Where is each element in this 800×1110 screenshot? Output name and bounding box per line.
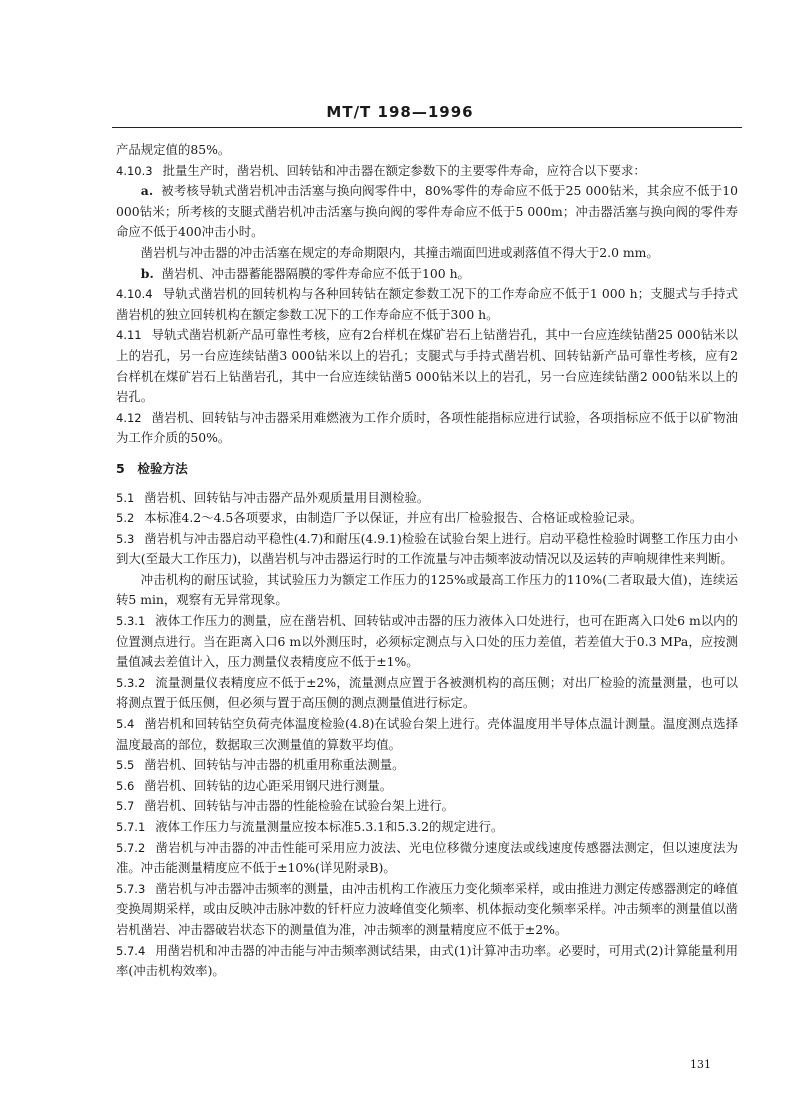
clause-5-7-3 xyxy=(116,879,738,941)
clause-text: 本标准4.2～4.5各项要求，由制造厂予以保证，并应有出厂检验报告、合格证或检验记录。 xyxy=(144,510,643,526)
item-text: 被考核导轨式凿岩机冲击活塞与换向阀零件中，80%零件的寿命应不低于25 000钻米，其余应不低于10 000钻米；所考核的支腿式凿岩机冲击活塞与换向阀的零件寿命应不低于5 000m；冲击器活塞与换向阀的零件寿命应不低于400冲击小时。 xyxy=(116,183,738,240)
clause-4-10-3 xyxy=(116,161,738,182)
clause-text: 凿岩机与冲击器的冲击性能可采用应力波法、光电位移微分速度法或线速度传感器法测定，但以速度法为准。冲击能测量精度应不低于±10%(详见附录B)。 xyxy=(116,839,738,876)
clause-5-4 xyxy=(116,714,738,755)
clause-number: 5.7.1 xyxy=(116,820,146,834)
page-number: 131 xyxy=(690,1058,711,1071)
clause-number: 5.4 xyxy=(116,717,135,732)
clause-5-2 xyxy=(116,508,738,529)
clause-4-10-4 xyxy=(116,284,738,325)
clause-number: 5.3 xyxy=(116,531,135,546)
clause-text: 凿岩机和回转钻空负荷壳体温度检验(4.8)在试验台架上进行。壳体温度用半导体点温计测量。温度测点选择温度最高的部位，数据取三次测量值的算数平均值。 xyxy=(116,716,738,752)
clause-number: 5.6 xyxy=(116,778,135,793)
clause-number: 4.10.3 xyxy=(116,163,153,178)
clause-5-7-4 xyxy=(116,941,738,982)
clause-5-6 xyxy=(116,776,738,797)
item-a xyxy=(116,181,738,243)
clause-text: 液体工作压力与流量测量应按本标准5.3.1和5.3.2的规定进行。 xyxy=(155,819,504,834)
clause-number: 5.7.2 xyxy=(116,840,146,855)
clause-5-5 xyxy=(116,755,738,776)
clause-5-3-2 xyxy=(116,673,738,714)
section-heading: 5 检验方法 xyxy=(116,460,188,476)
clause-4-12 xyxy=(116,408,738,449)
clause-text: 批量生产时，凿岩机、回转钻和冲击器在额定参数下的主要零件寿命，应符合以下要求： xyxy=(162,162,646,178)
item-text: 凿岩机、冲击器蓄能器隔膜的零件寿命应不低于100 h。 xyxy=(161,265,470,281)
clause-text: 流量测量仪表精度应不低于±2%，流量测点应置于各被测机构的高压侧；对出厂检验的流量测量，也可以将测点置于低压侧，但必须与置于高压侧的测点测量值进行标定。 xyxy=(116,674,738,711)
clause-text: 凿岩机、回转钻与冲击器的性能检验在试验台架上进行。 xyxy=(144,798,455,814)
paragraph xyxy=(116,140,738,161)
clause-number: 4.11 xyxy=(116,328,142,343)
clause-text: 导轨式凿岩机的回转机构与各种回转钻在额定参数工况下的工作寿命应不低于1 000 h；支腿式与手持式凿岩机的独立回转机构在额定参数工况下的工作寿命应不低于300 h。 xyxy=(116,286,738,322)
clause-5-3 xyxy=(116,529,738,570)
clause-number: 5.3.1 xyxy=(116,614,146,629)
clause-4-11 xyxy=(116,325,738,407)
paragraph-text: 冲击机构的耐压试验，其试验压力为额定工作压力的125%或最高工作压力的110%(二者取最大值)，连续运转5 min，观察有无异常现象。 xyxy=(116,571,738,608)
page-body xyxy=(116,140,738,982)
clause-number: 5.5 xyxy=(116,758,135,773)
clause-text: 用凿岩机和冲击器的冲击能与冲击频率测试结果，由式(1)计算冲击功率。必要时，可用式(2)计算能量利用率(冲击机构效率)。 xyxy=(116,942,738,979)
standard-code-header: MT/T 198—1996 xyxy=(326,103,474,121)
clause-5-1 xyxy=(116,488,738,509)
clause-number: 5.7.4 xyxy=(116,943,146,958)
clause-number: 5.1 xyxy=(116,490,135,505)
clause-5-7-1 xyxy=(116,817,738,838)
item-label: b. xyxy=(140,265,154,281)
clause-number: 5.3.2 xyxy=(116,675,146,690)
paragraph-text: 凿岩机与冲击器的冲击活塞在规定的寿命期限内，其撞击端面凹进或剥落值不得大于2.0 mm。 xyxy=(140,244,659,260)
clause-5-7-2 xyxy=(116,838,738,879)
clause-text: 液体工作压力的测量，应在凿岩机、回转钻或冲击器的压力液体入口处进行，也可在距离入口处6 m以内的位置测点进行。当在距离入口6 m以外测压时，必须标定测点与入口处的压力差值，若差值大于0.3 MPa，应按测量值减去差值计入，压力测量仪表精度应不低于±1%。 xyxy=(116,613,738,670)
paragraph xyxy=(116,570,738,611)
clause-text: 凿岩机、回转钻与冲击器采用难燃液为工作介质时，各项性能指标应进行试验，各项指标应不低于以矿物油为工作介质的50%。 xyxy=(116,409,738,446)
clause-text: 导轨式凿岩机新产品可靠性考核，应有2台样机在煤矿岩石上钻凿岩孔，其中一台应连续钻凿25 000钻米以上的岩孔，另一台应连续钻凿3 000钻米以上的岩孔；支腿式与手持式凿岩机、回转钻新产品可靠性考核，应有2台样机在煤矿岩石上钻凿岩孔，其中一台应连续钻凿5 000钻米以上的岩孔，另一台应连续钻凿2 000钻米以上的岩孔。 xyxy=(116,327,738,405)
clause-number: 5.2 xyxy=(116,511,135,526)
clause-5-7 xyxy=(116,796,738,817)
clause-number: 5.7 xyxy=(116,799,135,814)
paragraph-text: 产品规定值的85%。 xyxy=(116,142,231,157)
clause-text: 凿岩机、回转钻与冲击器产品外观质量用目测检验。 xyxy=(144,489,430,505)
clause-5-3-1 xyxy=(116,611,738,673)
item-label: a. xyxy=(140,183,154,199)
item-b xyxy=(116,264,738,285)
clause-text: 凿岩机与冲击器启动平稳性(4.7)和耐压(4.9.1)检验在试验台架上进行。启动平稳性检验时调整工作压力由小到大(至最大工作压力)，以凿岩机与冲击器运行时的工作流量与冲击频率波动情况以及运转的声响规律性来判断。 xyxy=(116,530,738,567)
paragraph xyxy=(116,243,738,264)
header-rule xyxy=(112,127,742,128)
clause-text: 凿岩机、回转钻与冲击器的机重用称重法测量。 xyxy=(144,757,405,773)
clause-number: 4.12 xyxy=(116,410,142,425)
clause-number: 5.7.3 xyxy=(116,881,146,896)
clause-number: 4.10.4 xyxy=(116,287,153,302)
clause-text: 凿岩机与冲击器冲击频率的测量，由冲击机构工作液压力变化频率采样，或由推进力测定传感器测定的峰值变换周期采样，或由反映冲击脉冲数的钎杆应力波峰值变化频率、机体振动变化频率采样。冲击频率的测量值以凿岩机凿岩、冲击器破岩状态下的测量值为准，冲击频率的测量精度应不低于±2%。 xyxy=(116,880,738,937)
clause-text: 凿岩机、回转钻的边心距采用钢尺进行测量。 xyxy=(144,777,393,793)
